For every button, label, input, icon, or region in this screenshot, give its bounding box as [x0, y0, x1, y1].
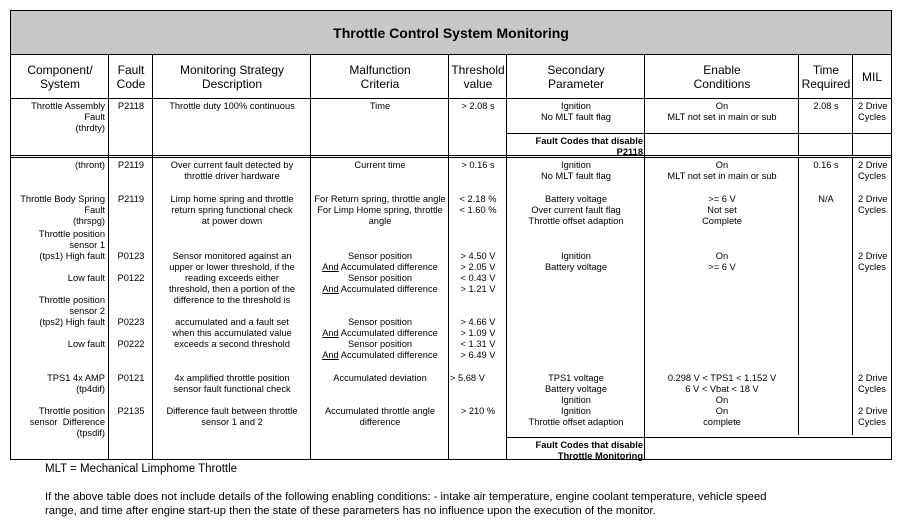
accumulated-difference-label: Accumulated difference	[338, 350, 438, 360]
row1-time: 2.08 s	[813, 101, 839, 111]
tps2-high-sensor-position: Sensor position	[347, 317, 413, 327]
thrspg-component: Throttle Body Spring Fault (thrspg)	[20, 194, 105, 226]
row1-fault-code: P2118	[117, 101, 145, 111]
row-divider	[11, 157, 891, 158]
row1-enable: On MLT not set in main or sub	[667, 101, 777, 122]
tps1-component: Throttle position sensor 1 (tps1) High fault	[38, 229, 105, 261]
tpsdif-threshold: > 210 %	[460, 406, 496, 416]
accumulated-difference-label: Accumulated difference	[338, 262, 438, 272]
tps2-low-accumulated	[311, 350, 449, 361]
accumulated-difference-label: Accumulated difference	[338, 284, 438, 294]
row1-component: Throttle Assembly Fault (thrdty)	[31, 101, 105, 133]
thront-mil: 2 Drive Cycles	[858, 160, 888, 181]
monitoring-table	[10, 10, 892, 460]
header-strategy: Monitoring Strategy Description	[153, 55, 311, 99]
row1-secondary: Ignition No MLT fault flag	[541, 101, 611, 122]
tps1-low-fault-code: P0122	[117, 273, 145, 283]
thrspg-malfunction: For Return spring, throttle angle For Limp Home spring, throttle angle	[314, 194, 446, 226]
tps2-fault-code: P0223	[117, 317, 145, 327]
thront-secondary: Ignition No MLT fault flag	[541, 160, 611, 181]
tpsdif-mil: 2 Drive Cycles	[858, 406, 888, 427]
tps1-fault-code: P0123	[117, 251, 145, 261]
row1-mil: 2 Drive Cycles	[858, 101, 888, 122]
thront-malfunction: Current time	[354, 160, 406, 170]
tp4dif-malfunction: Accumulated deviation	[333, 373, 427, 383]
header-time: Time Required	[799, 55, 853, 99]
thront-time: 0.16 s	[813, 160, 839, 170]
row-divider	[506, 437, 891, 438]
tps1-high-accumulated	[311, 262, 449, 273]
thrspg-mil: 2 Drive Cycles	[858, 194, 888, 215]
tps1-high-sensor-position: Sensor position	[347, 251, 413, 261]
tps2-low-fault-code: P0222	[117, 339, 145, 349]
tps1-thresholds: > 4.50 V > 2.05 V < 0.43 V > 1.21 V	[460, 251, 496, 294]
tpsdif-fault-code: P2135	[117, 406, 145, 416]
row1-disable-codes: Fault Codes that disable P2118	[535, 136, 643, 157]
tps1-low-accumulated	[311, 284, 449, 295]
header-enable: Enable Conditions	[645, 55, 799, 99]
tp4dif-enable: 0.298 V < TPS1 < 1.152 V 6 V < Vbat < 18 V On	[667, 373, 777, 405]
tp4dif-mil: 2 Drive Cycles	[858, 373, 888, 394]
thrspg-threshold: < 2.18 % < 1.60 %	[459, 194, 497, 215]
header-component: Component/ System	[11, 55, 109, 99]
header-secondary: Secondary Parameter	[507, 55, 645, 99]
tpsdif-component: Throttle position sensor Difference (tpsdif)	[29, 406, 105, 438]
thront-strategy: Over current fault detected by throttle driver hardware	[170, 160, 294, 181]
tps2-high-accumulated	[311, 328, 449, 339]
tpsdif-malfunction: Accumulated throttle angle difference	[324, 406, 436, 427]
thrspg-fault-code: P2119	[117, 194, 145, 204]
tps2-low-sensor-position: Sensor position	[347, 339, 413, 349]
accumulated-difference-label: Accumulated difference	[338, 328, 438, 338]
header-malfunction: Malfunction Criteria	[311, 55, 449, 99]
tps-enable: On >= 6 V	[708, 251, 736, 272]
tps1-low-sensor-position: Sensor position	[347, 273, 413, 283]
tps-strategy-part2: accumulated and a fault set when this accumulated value exceeds a second threshold	[172, 317, 292, 349]
tps1-low-label: Low fault	[67, 273, 105, 283]
header-threshold: Threshold value	[449, 55, 507, 99]
row-divider	[11, 155, 891, 156]
and-label: And	[322, 350, 339, 360]
footer-note: If the above table does not include details of the following enabling conditions: - intake air temperature, engine coolant temperature, vehicle speed range, and time after engine start-up then the state of these parameters has no influence upon the execution of the monitor.	[45, 491, 767, 517]
row1-strategy: Throttle duty 100% continuous	[169, 101, 295, 111]
tps-mil: 2 Drive Cycles	[858, 251, 888, 272]
tp4dif-threshold: > 5.68 V	[450, 373, 485, 383]
row2-disable-codes: Fault Codes that disable Throttle Monitoring	[535, 440, 643, 461]
row1-malfunction: Time	[369, 101, 391, 111]
tps-secondary: Ignition Battery voltage	[544, 251, 607, 272]
tps2-thresholds: > 4.66 V > 1.09 V < 1.31 V > 6.49 V	[460, 317, 496, 360]
and-label: And	[322, 262, 339, 272]
mlt-definition: MLT = Mechanical Limphome Throttle	[45, 463, 238, 475]
tp4dif-secondary: TPS1 voltage Battery voltage Ignition	[544, 373, 607, 405]
tpsdif-secondary: Ignition Throttle offset adaption	[528, 406, 624, 427]
tps2-low-label: Low fault	[67, 339, 105, 349]
and-label: And	[322, 284, 339, 294]
row1-threshold: > 2.08 s	[461, 101, 495, 111]
tpsdif-enable: On complete	[703, 406, 741, 427]
row-divider	[506, 133, 891, 134]
tp4dif-fault-code: P0121	[117, 373, 145, 383]
header-fault-code: Fault Code	[109, 55, 153, 99]
tpsdif-strategy: Difference fault between throttle sensor 1 and 2	[166, 406, 298, 427]
header-mil: MIL	[853, 55, 891, 99]
thront-threshold: > 0.16 s	[461, 160, 495, 170]
table-title: Throttle Control System Monitoring	[11, 11, 891, 55]
thront-fault-code: P2119	[117, 160, 145, 170]
thront-component: (thront)	[75, 160, 105, 170]
tp4dif-strategy: 4x amplified throttle position sensor fault functional check	[173, 373, 291, 394]
thront-enable: On MLT not set in main or sub	[667, 160, 777, 181]
thrspg-secondary: Battery voltage Over current fault flag Throttle offset adaption	[528, 194, 624, 226]
tp4dif-component: TPS1 4x AMP (tp4dif)	[47, 373, 105, 394]
and-label: And	[322, 328, 339, 338]
thrspg-time: N/A	[818, 194, 834, 204]
thrspg-strategy: Limp home spring and throttle return spring functional check at power down	[170, 194, 294, 226]
thrspg-enable: >= 6 V Not set Complete	[702, 194, 742, 226]
tps2-component: Throttle position sensor 2 (tps2) High fault	[38, 295, 105, 327]
tps-strategy-part1: Sensor monitored against an upper or lower threshold, if the reading exceeds either threshold, then a portion of the difference to the threshold is	[168, 251, 296, 305]
